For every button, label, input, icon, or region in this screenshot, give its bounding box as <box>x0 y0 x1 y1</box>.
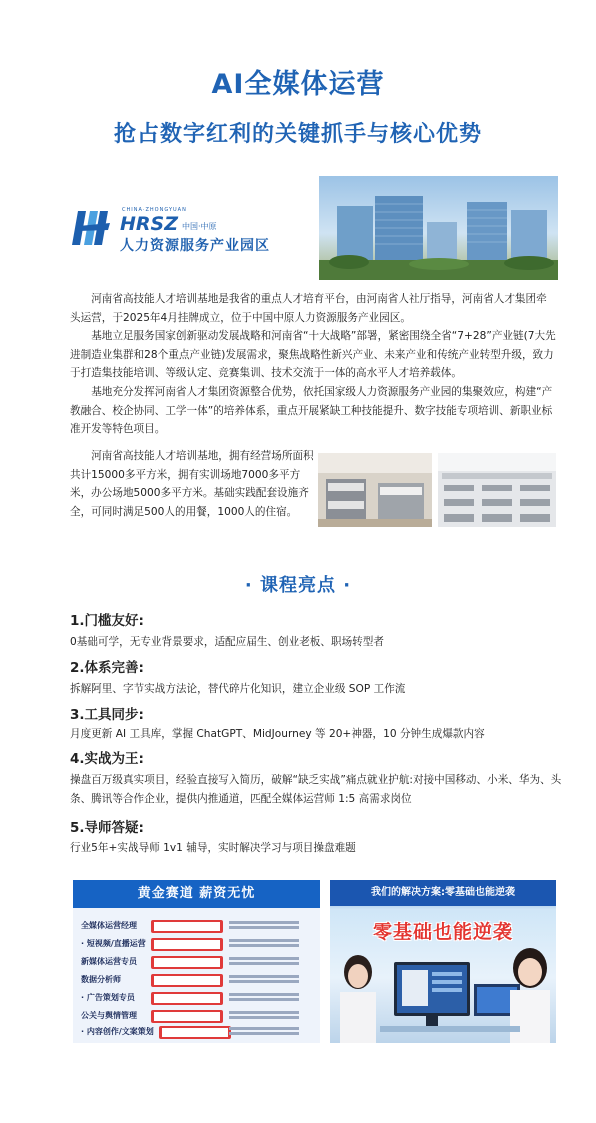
career-row-label: 全媒体运营经理 <box>81 921 137 930</box>
highlight-heading-1: 1.门槛友好: <box>70 613 144 629</box>
hrsz-logo-mark-icon <box>70 209 116 247</box>
career-row <box>81 956 313 970</box>
logo-cn-big: 人力资源服务产业园区 <box>120 238 270 254</box>
career-row-label: 新媒体运营专员 <box>81 957 137 966</box>
career-row <box>81 974 313 988</box>
highlight-heading-5: 5.导师答疑: <box>70 820 144 836</box>
career-row-label: 公关与舆情管理 <box>81 1011 137 1020</box>
career-row-label: · 短视频/直播运营 <box>81 939 146 948</box>
highlight-heading-4: 4.实战为王: <box>70 751 144 767</box>
career-poster-title: 黄金赛道 薪资无忧 <box>73 880 320 908</box>
dormitory-photo <box>318 453 432 527</box>
career-row <box>81 1010 313 1024</box>
intro-paragraph-2: 基地立足服务国家创新驱动发展战略和河南省“十大战略”部署，紧密围绕全省“7+28”产业链(7大先进制造业集群和28个重点产业链)发展需求，聚焦战略性新兴产业、未来产业和传统产业转型升级，致力于打造集技能培训、等级认定、竞赛集训、技术交流于一体的高水平人才培养载体。 <box>70 330 556 379</box>
intro-paragraph-4: 河南省高技能人才培训基地，拥有经营场所面积共计15000多平方米，拥有实训场地7000多平方米，办公场地5000多平方米。基础实践配套设施齐全，可同时满足500人的用餐，1000人的住宿。 <box>70 450 314 518</box>
career-row <box>81 938 313 952</box>
hrsz-logo <box>70 203 310 253</box>
career-row <box>81 920 313 934</box>
logo-brand: HRSZ <box>120 213 178 235</box>
highlight-text-4: 操盘百万级真实项目，经验直接写入简历，破解“缺乏实战”痛点就业护航:对接中国移动、小米、华为、头条、腾讯等合作企业，提供内推通道，匹配全媒体运营师 1:5 高需求岗位 <box>70 774 562 805</box>
classroom-photo <box>438 453 556 527</box>
intro-paragraph-3: 基地充分发挥河南省人才集团资源整合优势，依托国家级人力资源服务产业园的集聚效应，构建“产教融合、校企协同、工学一体”的培养体系，重点开展紧缺工种技能提升、数字技能专项培训、新职业标准开发等特色项目。 <box>70 386 553 435</box>
highlight-text-1: 0基础可学，无专业背景要求，适配应届生、创业老板、职场转型者 <box>70 636 384 648</box>
solution-poster-illustration <box>330 880 556 1043</box>
solution-poster <box>330 880 556 1043</box>
highlight-text-2: 拆解阿里、字节实战方法论，替代碎片化知识，建立企业级 SOP 工作流 <box>70 683 406 695</box>
logo-en-small: CHINA·ZHONGYUAN <box>122 207 187 213</box>
logo-cn-small: 中国·中原 <box>182 222 217 231</box>
highlight-text-3: 月度更新 AI 工具库，掌握 ChatGPT、MidJourney 等 20+神器，10 分钟生成爆款内容 <box>70 728 485 740</box>
career-row <box>81 1026 313 1040</box>
intro-paragraph-1: 河南省高技能人才培训基地是我省的重点人才培育平台，由河南省人社厅指导，河南省人才集团牵头运营，于2025年4月挂牌成立，位于中国中原人力资源服务产业园区。 <box>70 293 547 324</box>
building-photo <box>319 176 558 280</box>
highlight-heading-3: 3.工具同步: <box>70 707 144 723</box>
career-row <box>81 992 313 1006</box>
solution-poster-slogan: 零基础也能逆袭 <box>372 921 513 943</box>
career-row-label: · 广告策划专员 <box>81 993 135 1002</box>
highlight-text-5: 行业5年+实战导师 1v1 辅导，实时解决学习与项目操盘难题 <box>70 842 356 854</box>
career-row-label: 数据分析师 <box>81 975 121 984</box>
section-title: · 课程亮点 · <box>244 575 352 596</box>
career-row-label: · 内容创作/文案策划 <box>81 1027 154 1036</box>
page-title: AI全媒体运营 <box>211 69 385 100</box>
career-poster <box>73 880 320 1043</box>
page-subtitle: 抢占数字红利的关键抓手与核心优势 <box>113 122 482 147</box>
highlight-heading-2: 2.体系完善: <box>70 660 144 676</box>
solution-poster-title: 我们的解决方案:零基础也能逆袭 <box>330 880 556 906</box>
